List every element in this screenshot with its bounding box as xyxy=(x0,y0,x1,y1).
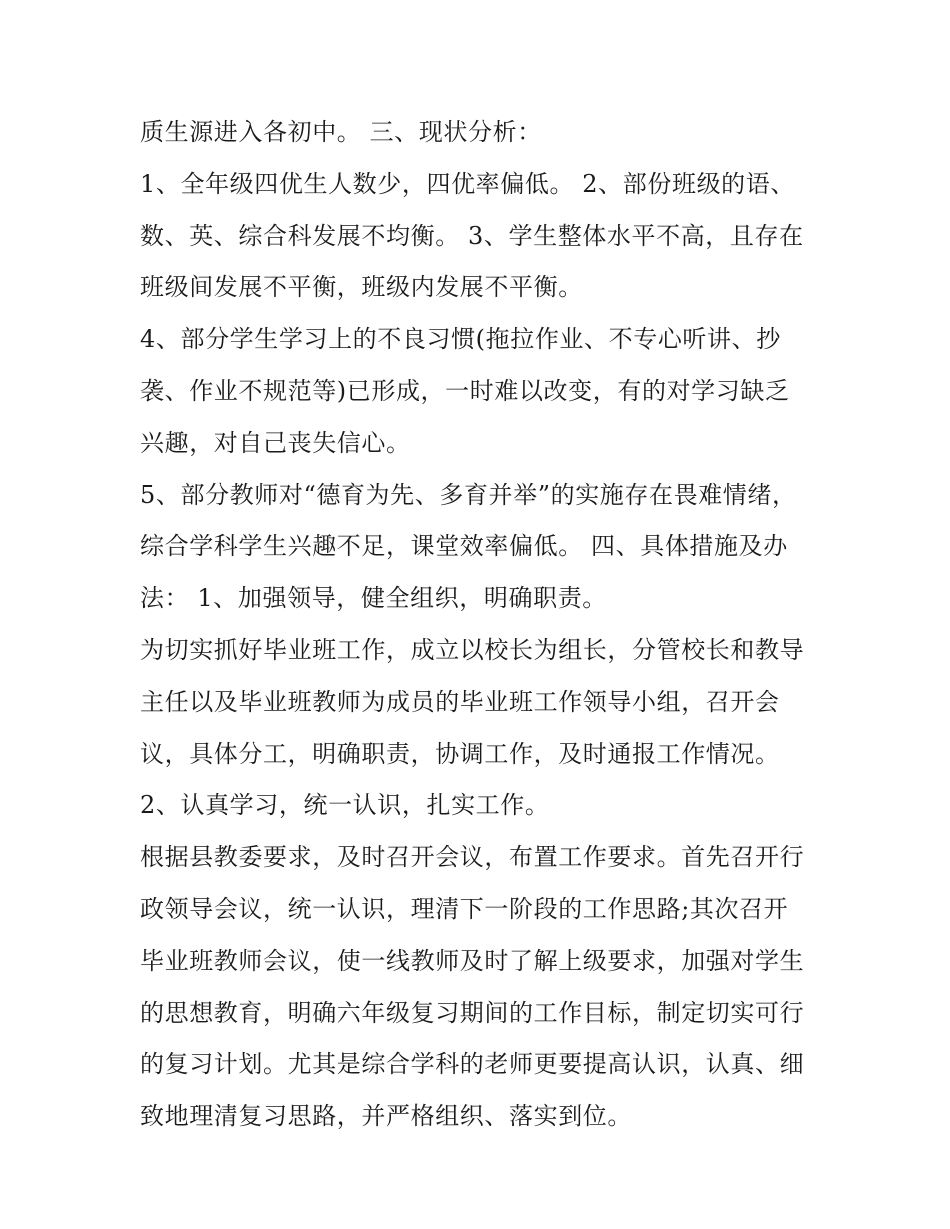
text-line: 毕业班教师会议，使一线教师及时了解上级要求，加强对学生 xyxy=(140,946,805,975)
text-line: 1、全年级四优生人数少，四优率偏低。 2、部份班级的语、 xyxy=(140,169,795,198)
text-line: 法： 1、加强领导，健全组织，明确职责。 xyxy=(140,584,607,613)
text-line: 政领导会议，统一认识，理清下一阶段的工作思路;其次召开 xyxy=(140,894,789,923)
text-line: 的复习计划。尤其是综合学科的老师更要提高认识，认真、细 xyxy=(140,1050,805,1079)
text-line: 4、部分学生学习上的不良习惯(拖拉作业、不专心听讲、抄 xyxy=(140,325,781,354)
text-line: 2、认真学习，统一认识，扎实工作。 xyxy=(140,791,550,820)
text-line: 综合学科学生兴趣不足，课堂效率偏低。 四、具体措施及办 xyxy=(140,532,788,561)
text-line: 根据县教委要求，及时召开会议，布置工作要求。首先召开行 xyxy=(140,843,805,872)
document-body xyxy=(140,107,830,1143)
text-line: 班级间发展不平衡，班级内发展不平衡。 xyxy=(140,273,583,302)
text-line: 为切实抓好毕业班工作，成立以校长为组长，分管校长和教导 xyxy=(140,635,805,664)
text-line: 数、英、综合科发展不均衡。 3、学生整体水平不高，且存在 xyxy=(140,221,804,250)
text-line: 兴趣，对自己丧失信心。 xyxy=(140,428,411,457)
text-line: 议，具体分工，明确职责，协调工作，及时通报工作情况。 xyxy=(140,739,780,768)
text-line: 袭、作业不规范等)已形成，一时难以改变，有的对学习缺乏 xyxy=(140,376,790,405)
text-line: 5、部分教师对“德育为先、多育并举”的实施存在畏难情绪， xyxy=(140,480,797,509)
text-line: 致地理清复习思路，并严格组织、落实到位。 xyxy=(140,1102,632,1131)
text-line: 的思想教育，明确六年级复习期间的工作目标，制定切实可行 xyxy=(140,998,805,1027)
text-line: 质生源进入各初中。 三、现状分析： xyxy=(140,118,542,146)
text-line: 主任以及毕业班教师为成员的毕业班工作领导小组，召开会 xyxy=(140,687,780,716)
